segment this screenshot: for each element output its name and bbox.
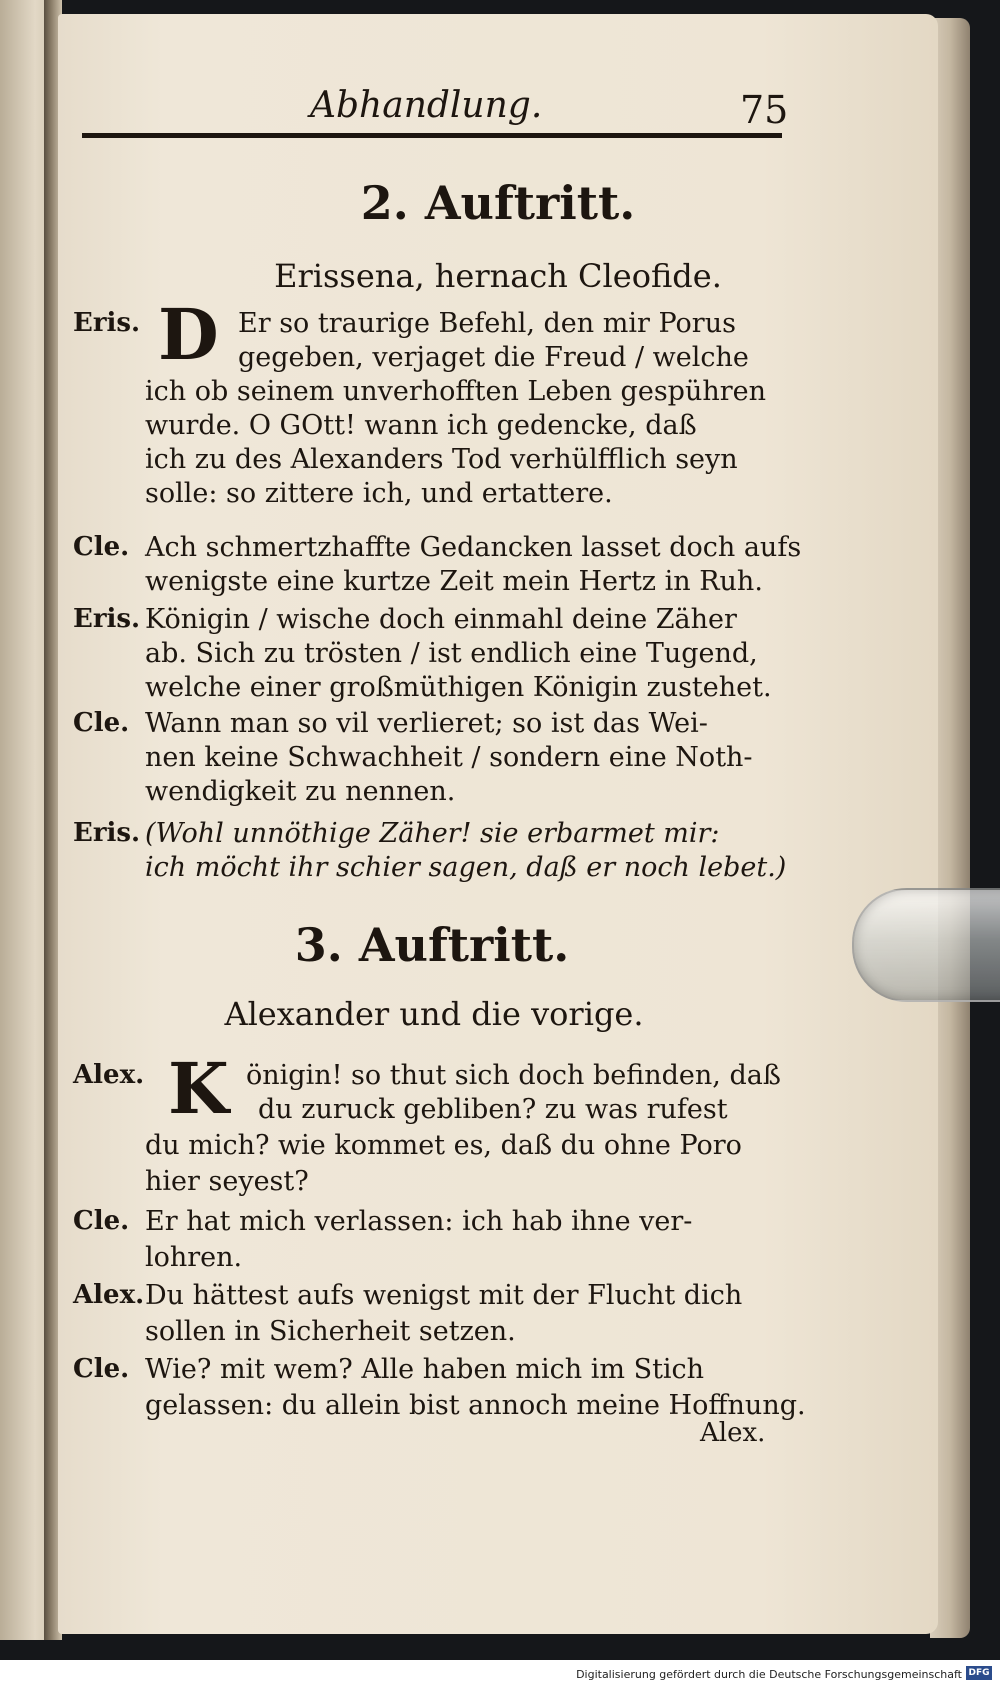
speaker-label: Eris. bbox=[73, 308, 141, 338]
text-line: gelassen: du allein bist annoch meine Hoffnung. bbox=[145, 1390, 806, 1421]
scene-3-cast: Alexander und die vorige. bbox=[224, 995, 644, 1033]
speaker-label: Cle. bbox=[73, 1206, 130, 1236]
text-line: ich zu des Alexanders Tod verhülfflich seyn bbox=[145, 444, 738, 475]
speaker-label: Cle. bbox=[73, 1354, 130, 1384]
text-line: wurde. O GOtt! wann ich gedencke, daß bbox=[145, 410, 697, 441]
text-line: wenigste eine kurtze Zeit mein Hertz in Ruh. bbox=[145, 566, 763, 597]
page-clamp bbox=[852, 888, 1000, 1002]
text-line: ich möcht ihr schier sagen, daß er noch lebet.) bbox=[145, 852, 787, 883]
text-line: du mich? wie kommet es, daß du ohne Poro bbox=[145, 1130, 742, 1161]
text-line: hier seyest? bbox=[145, 1166, 309, 1197]
text-line: du zuruck gebliben? zu was rufest bbox=[258, 1094, 728, 1125]
text-line: wendigkeit zu nennen. bbox=[145, 776, 456, 807]
text-line: Ach schmertzhaffte Gedancken lasset doch aufs bbox=[145, 532, 802, 563]
text-line: Wie? mit wem? Alle haben mich im Stich bbox=[145, 1354, 705, 1385]
text-line: Er hat mich verlassen: ich hab ihne ver- bbox=[145, 1206, 693, 1237]
speaker-label: Eris. bbox=[73, 604, 141, 634]
text-line: Wann man so vil verlieret; so ist das Wei- bbox=[145, 708, 708, 739]
text-line: Du hättest aufs wenigst mit der Flucht dich bbox=[145, 1280, 743, 1311]
header-rule bbox=[82, 133, 782, 138]
text-line: önigin! so thut sich doch befinden, daß bbox=[246, 1060, 781, 1091]
text-line: gegeben, verjaget die Freud / welche bbox=[238, 342, 749, 373]
catchword: Alex. bbox=[700, 1418, 766, 1448]
text-line: lohren. bbox=[145, 1242, 243, 1273]
dfg-logo: DFG bbox=[966, 1666, 992, 1680]
text-line: (Wohl unnöthige Zäher! sie erbarmet mir: bbox=[145, 818, 720, 849]
scene-2-cast: Erissena, hernach Cleofide. bbox=[274, 257, 722, 295]
speaker-label: Alex. bbox=[73, 1280, 145, 1310]
speaker-label: Cle. bbox=[73, 708, 130, 738]
scene-2-title: 2. Auftritt. bbox=[360, 176, 636, 230]
facing-page-edge bbox=[0, 0, 50, 1640]
text-line: ich ob seinem unverhofften Leben gespühren bbox=[145, 376, 767, 407]
speaker-label: Eris. bbox=[73, 818, 141, 848]
text-line: sollen in Sicherheit setzen. bbox=[145, 1316, 516, 1347]
text-line: Königin / wische doch einmahl deine Zäher bbox=[145, 604, 737, 635]
text-line: welche einer großmüthigen Königin zustehet. bbox=[145, 672, 772, 703]
drop-cap: D bbox=[158, 293, 219, 376]
drop-cap: K bbox=[168, 1047, 229, 1130]
text-line: nen keine Schwachheit / sondern eine Noth- bbox=[145, 742, 753, 773]
scene-3-title: 3. Auftritt. bbox=[294, 918, 570, 972]
text-line: solle: so zittere ich, und ertattere. bbox=[145, 478, 613, 509]
text-line: Er so traurige Befehl, den mir Porus bbox=[238, 308, 736, 339]
funding-credit: Digitalisierung gefördert durch die Deutsche Forschungsgemeinschaft bbox=[576, 1668, 962, 1681]
speaker-label: Cle. bbox=[73, 532, 130, 562]
running-head: Abhandlung. bbox=[310, 85, 543, 126]
speaker-label: Alex. bbox=[73, 1060, 145, 1090]
text-line: ab. Sich zu trösten / ist endlich eine Tugend, bbox=[145, 638, 758, 669]
page-number: 75 bbox=[740, 88, 789, 132]
